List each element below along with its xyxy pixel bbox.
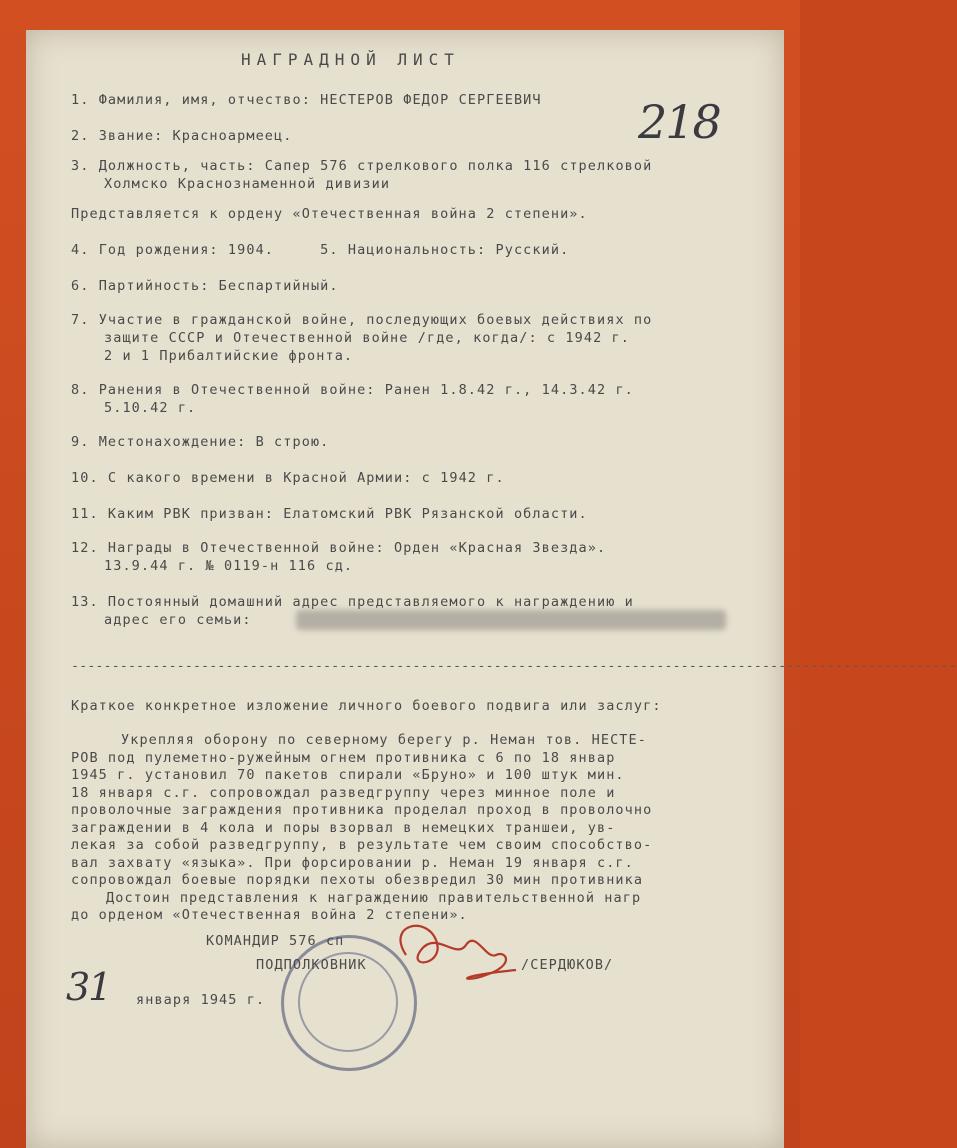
item-text: Представляется к ордену «Отечественная война 2 степени». [71,206,588,222]
narrative-line: 1945 г. установил 70 пакетов спирали «Бруно» и 100 штук мин. [71,767,625,783]
item-number: 12. [71,540,99,556]
item-number: 2. [71,128,90,144]
item-row [71,206,588,222]
item-text: защите СССР и Отечественной войне /где, когда/: с 1942 г. [104,330,630,346]
item-text: Участие в гражданской войне, последующих боевых действиях по [98,312,653,328]
item-number: 6. [71,278,90,294]
narrative-line: 18 января с.г. сопровождал разведгруппу через минное поле и [71,784,616,801]
item-text: Год рождения: 1904. 5. Национальность: Русский. [98,242,570,258]
item-number: 9. [71,434,90,450]
award-sheet [26,30,957,1148]
item-number: 11. [71,506,99,522]
section-heading: Краткое конкретное изложение личного боевого подвига или заслуг: [71,698,662,714]
item-text: 13.9.44 г. № 0119-н 116 сд. [104,558,354,574]
item-text: Ранения в Отечественной войне: Ранен 1.8.42 г., 14.3.42 г. [98,382,634,398]
item-row [104,348,353,364]
item-number: 4. [71,242,90,258]
item-number: 3. [71,158,90,174]
redacted-address [296,610,726,630]
item-text: Холмско Краснознаменной дивизии [104,176,391,192]
item-text: Фамилия, имя, отчество: НЕСТЕРОВ ФЕДОР СЕРГЕЕВИЧ [98,92,542,108]
item-row [104,612,252,628]
item-text: Каким РВК призван: Елатомский РВК Рязанской области. [107,506,588,522]
item-number: 8. [71,382,90,398]
item-text: 5.10.42 г. [104,400,197,416]
handwritten-number: 218 [638,95,720,149]
narrative-line: РОВ под пулеметно-ружейным огнем противника с 6 по 18 январ [71,749,616,766]
signature-title-1: КОМАНДИР 576 сп [206,933,345,949]
item-row [104,558,353,574]
item-text: адрес его семьи: [104,612,252,628]
narrative-line: до орденом «Отечественная война 2 степени». [71,907,468,923]
item-row [71,242,569,258]
item-text: Партийность: Беспартийный. [98,278,339,294]
narrative-line: сопровождал боевые порядки пехоты обезвредил 30 мин противника [71,872,644,888]
narrative-line: лекая за собой разведгруппу, в результате чем своим способство- [71,837,653,853]
item-number: 13. [71,594,99,610]
item-text: С какого времени в Красной Армии: с 1942 г. [107,470,505,486]
item-text: Местонахождение: В строю. [98,434,330,450]
item-row [104,176,390,192]
item-row [104,330,630,346]
item-row [71,470,505,486]
document-title: НАГРАДНОЙ ЛИСТ [241,50,460,69]
item-text: Должность, часть: Сапер 576 стрелкового полка 116 стрелковой [98,158,653,174]
official-stamp [281,935,417,1071]
narrative-line: Укрепляя оборону по северному берегу р. Неман тов. НЕСТЕ- [121,732,647,748]
item-number: 10. [71,470,99,486]
item-number: 1. [71,92,90,108]
signature-title-2: ПОДПОЛКОВНИК [256,957,367,973]
narrative-line: Достоин представления к награждению правительственной нагр [106,889,642,906]
item-row [71,540,606,556]
item-text: 2 и 1 Прибалтийские фронта. [104,348,354,364]
item-text: Постоянный домашний адрес представляемого к награждению и [107,594,634,610]
item-text: Звание: Красноармеец. [98,128,293,144]
narrative-line: вал захвату «языка». При форсировании р. Неман 19 января с.г. [71,854,634,871]
item-row [71,382,634,398]
signature-name: /СЕРДЮКОВ/ [521,957,614,973]
item-number: 7. [71,312,90,328]
item-row [71,594,634,610]
date-day: 31 [66,965,111,1009]
narrative-line: заграждении в 4 кола и поры взорвал в немецких траншеи, ув- [71,819,616,836]
separator-line: ------------------------------------------------------------------------------------------------------------- [71,658,957,674]
item-row [71,506,588,522]
item-row [71,128,292,144]
item-row [71,92,542,108]
narrative-line: проволочные заграждения противника проделал проход в проволочно [71,802,653,818]
item-row [71,434,329,450]
item-row [104,400,196,416]
item-row [71,158,652,174]
date-text: января 1945 г. [136,992,266,1008]
item-row [71,312,652,328]
item-text: Награды в Отечественной войне: Орден «Красная Звезда». [107,540,607,556]
item-row [71,278,339,294]
